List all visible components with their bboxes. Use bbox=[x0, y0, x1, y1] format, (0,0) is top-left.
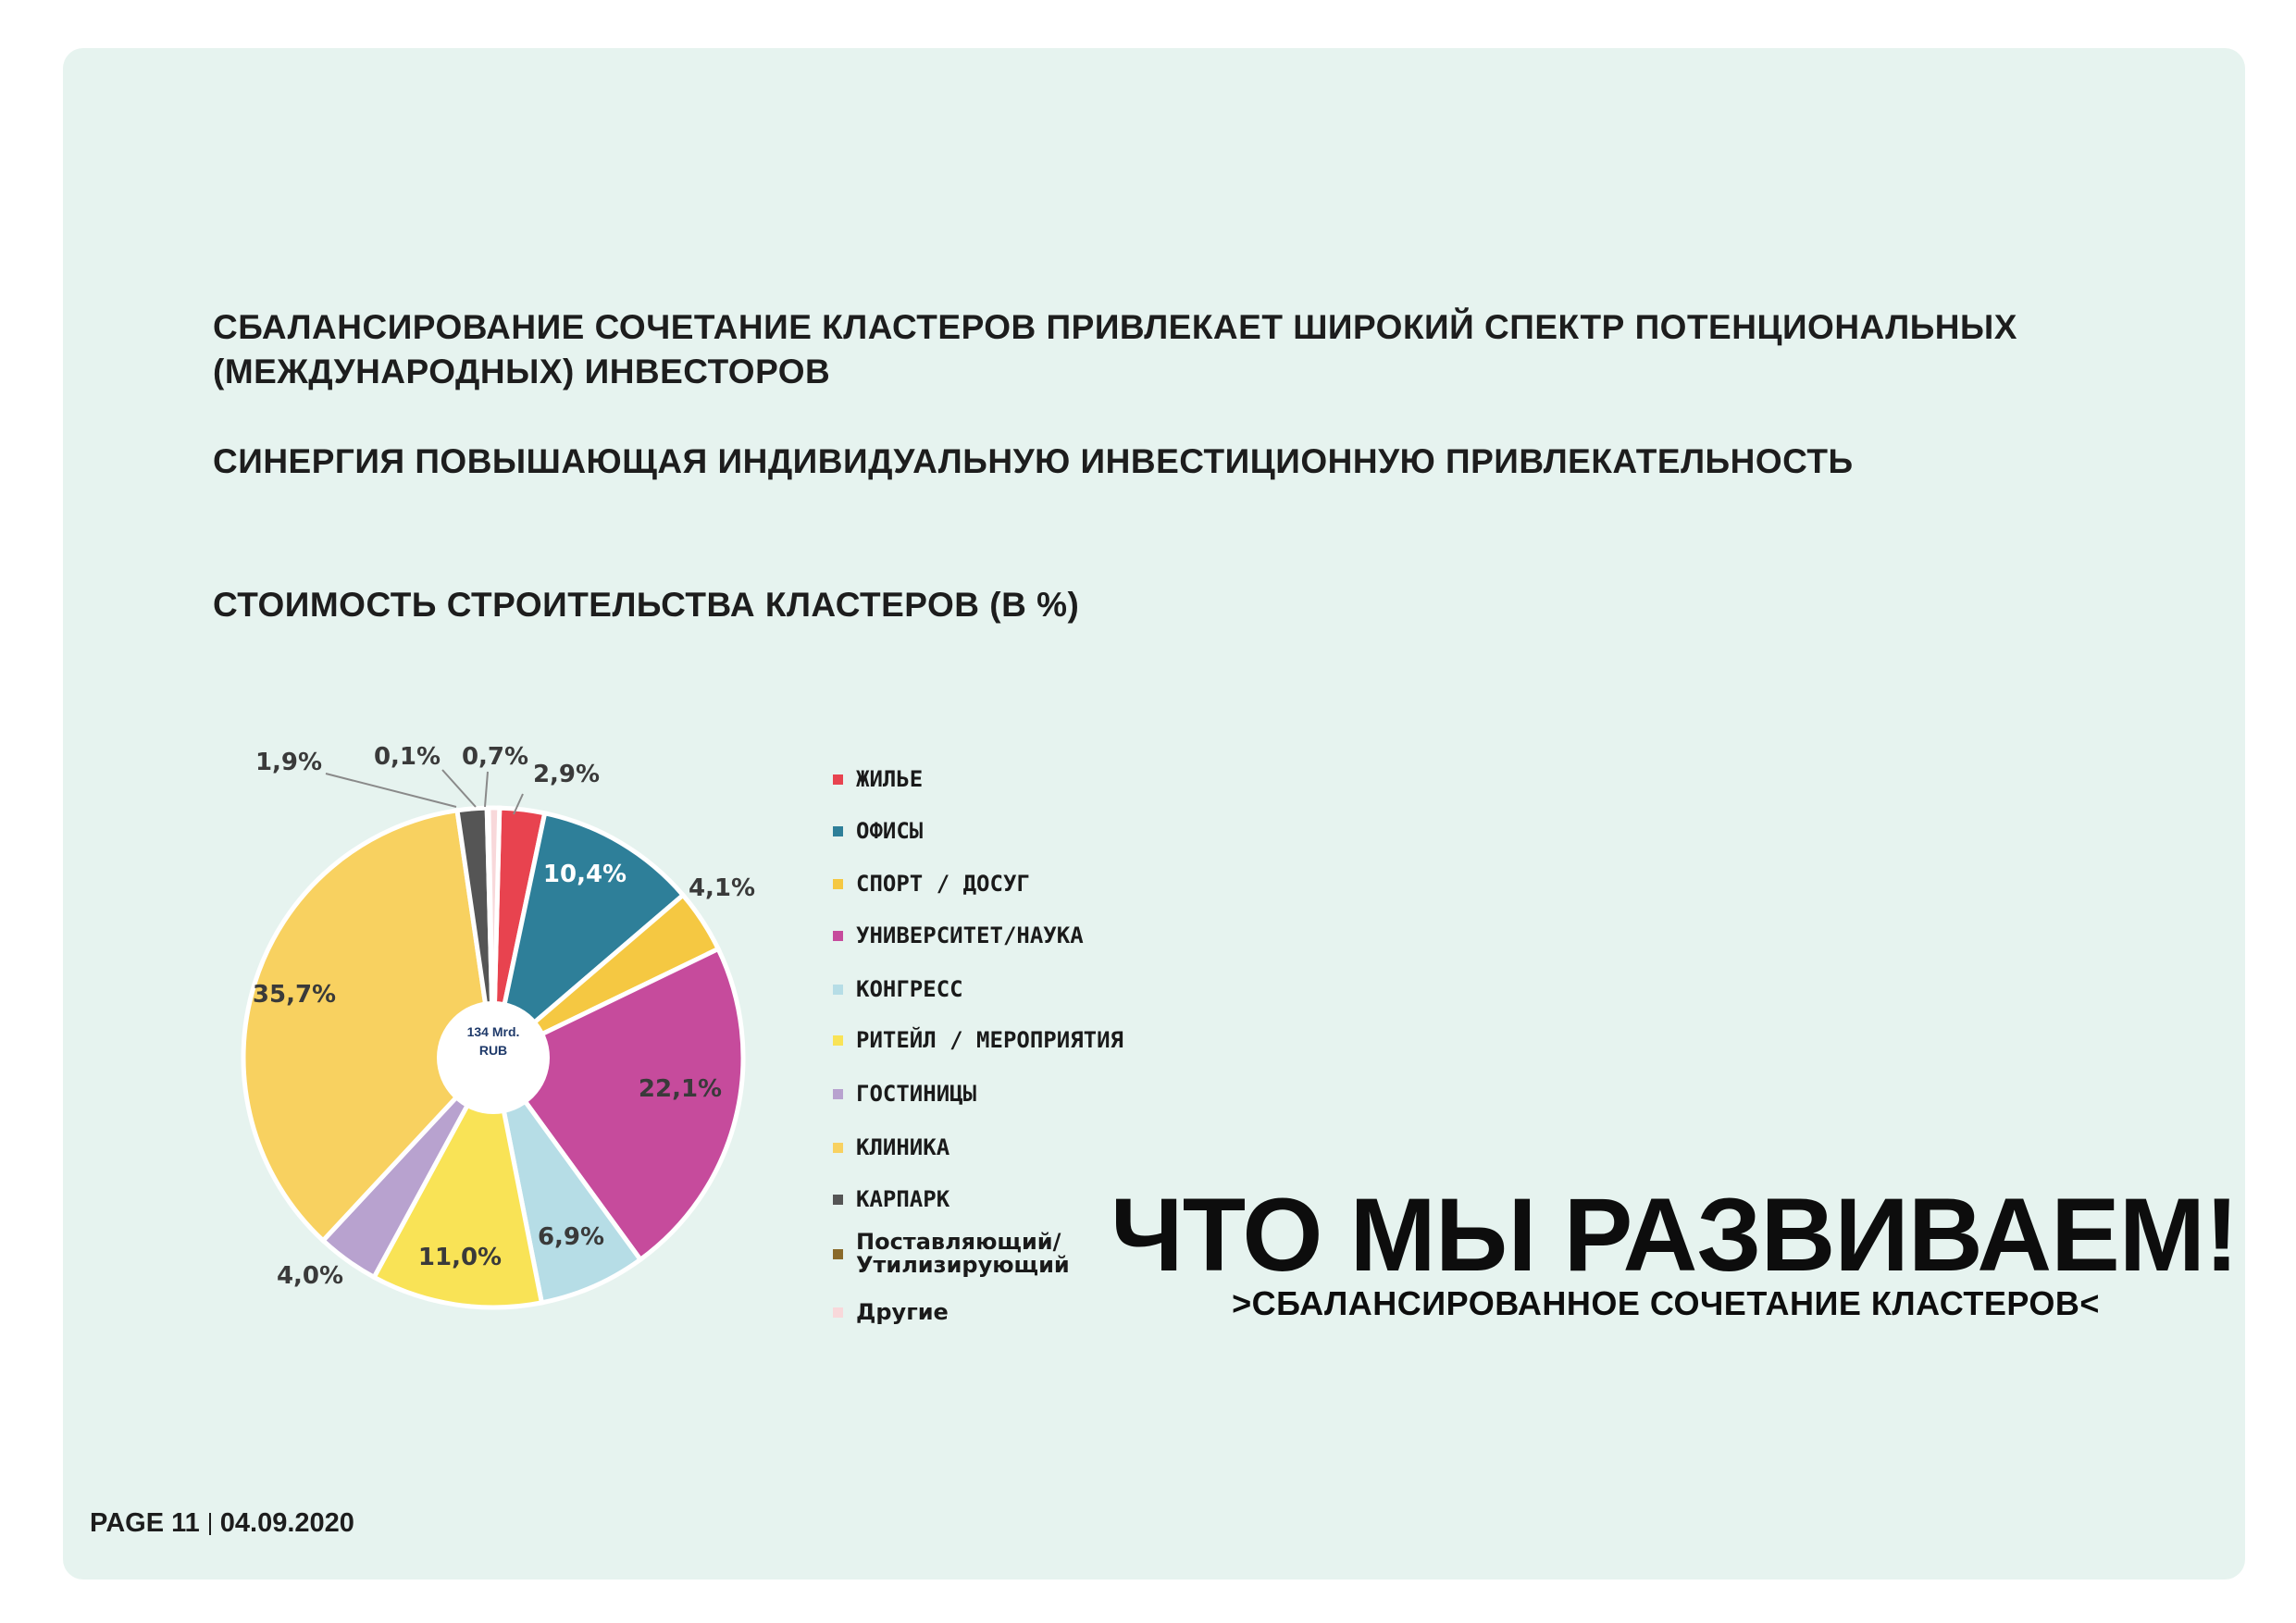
legend-swatch bbox=[833, 985, 843, 995]
legend-swatch bbox=[833, 1143, 843, 1153]
legend-label: КАРПАРК bbox=[856, 1186, 950, 1212]
pie-data-label: 0,1% bbox=[373, 743, 441, 771]
legend-label: КЛИНИКА bbox=[856, 1134, 950, 1160]
legend-swatch bbox=[833, 1195, 843, 1205]
legend-label: СПОРТ / ДОСУГ bbox=[856, 871, 1030, 897]
legend-label: Другие bbox=[856, 1299, 949, 1325]
legend-swatch bbox=[833, 1035, 843, 1046]
pie-data-label: 35,7% bbox=[252, 981, 337, 1009]
chart-heading: СТОИМОСТЬ СТРОИТЕЛЬСТВА КЛАСТЕРОВ (В %) bbox=[213, 586, 1080, 624]
slogan-title: ЧТО МЫ РАЗВИВАЕМ! bbox=[1111, 1177, 2239, 1293]
slogan-subtitle: >СБАЛАНСИРОВАННОЕ СОЧЕТАНИЕ КЛАСТЕРОВ< bbox=[1232, 1284, 2100, 1322]
pie-leader-line bbox=[326, 774, 456, 807]
legend-item bbox=[833, 978, 963, 1000]
legend-swatch bbox=[833, 826, 843, 836]
legend-label: Поставляющий/ Утилизирующий bbox=[856, 1229, 1070, 1278]
legend-label: ГОСТИНИЦЫ bbox=[856, 1081, 977, 1107]
legend-item bbox=[833, 1136, 949, 1158]
legend-label: УНИВЕРСИТЕТ/НАУКА bbox=[856, 923, 1084, 948]
page-number: PAGE 11 bbox=[90, 1508, 200, 1538]
pie-data-label: 0,7% bbox=[461, 743, 529, 771]
legend-label: ОФИСЫ bbox=[856, 818, 924, 844]
legend-swatch bbox=[833, 774, 843, 785]
headline-synergy: СИНЕРГИЯ ПОВЫШАЮЩАЯ ИНДИВИДУАЛЬНУЮ ИНВЕСТИЦИОННУЮ ПРИВЛЕКАТЕЛЬНОСТЬ bbox=[213, 442, 1854, 480]
legend-swatch bbox=[833, 1249, 843, 1259]
legend-item bbox=[833, 768, 923, 790]
pie-center-label-line1: 134 Mrd. bbox=[466, 1024, 520, 1039]
pie-data-label: 6,9% bbox=[537, 1223, 605, 1251]
legend-label: ЖИЛЬЕ bbox=[856, 766, 924, 792]
legend-label: РИТЕЙЛ / МЕРОПРИЯТИЯ bbox=[856, 1027, 1123, 1053]
page-footer bbox=[90, 1508, 354, 1539]
legend-item bbox=[833, 1188, 949, 1210]
pie-data-label: 1,9% bbox=[254, 749, 323, 776]
pie-data-label: 2,9% bbox=[532, 761, 601, 788]
legend-item bbox=[833, 873, 1030, 895]
pie-data-label: 10,4% bbox=[542, 861, 627, 888]
legend-swatch bbox=[833, 931, 843, 941]
footer-divider bbox=[209, 1513, 211, 1535]
page-date: 04.09.2020 bbox=[219, 1508, 354, 1538]
legend-label: КОНГРЕСС bbox=[856, 976, 963, 1002]
pie-leader-line bbox=[442, 770, 476, 807]
legend-item bbox=[833, 820, 923, 842]
legend-swatch bbox=[833, 1089, 843, 1099]
pie-data-label: 11,0% bbox=[417, 1244, 503, 1271]
legend-swatch bbox=[833, 879, 843, 889]
pie-leader-line bbox=[485, 772, 488, 807]
legend-item bbox=[833, 1301, 949, 1323]
pie-center-label-line2: RUB bbox=[478, 1043, 508, 1058]
legend-item bbox=[833, 1231, 1070, 1277]
legend-item bbox=[833, 924, 1084, 947]
pie-center-hole bbox=[437, 1001, 550, 1114]
pie-data-label: 4,1% bbox=[688, 874, 756, 902]
headline-investors: СБАЛАНСИРОВАНИЕ СОЧЕТАНИЕ КЛАСТЕРОВ ПРИВЛЕКАЕТ ШИРОКИЙ СПЕКТР ПОТЕНЦИОНАЛЬНЫХ (МЕЖДУНАРОДНЫХ) ИНВЕСТОРОВ bbox=[213, 308, 2017, 390]
legend-swatch bbox=[833, 1307, 843, 1318]
legend-item bbox=[833, 1029, 1123, 1051]
pie-data-label: 4,0% bbox=[276, 1262, 344, 1290]
legend-item bbox=[833, 1083, 976, 1105]
pie-data-label: 22,1% bbox=[638, 1075, 723, 1103]
